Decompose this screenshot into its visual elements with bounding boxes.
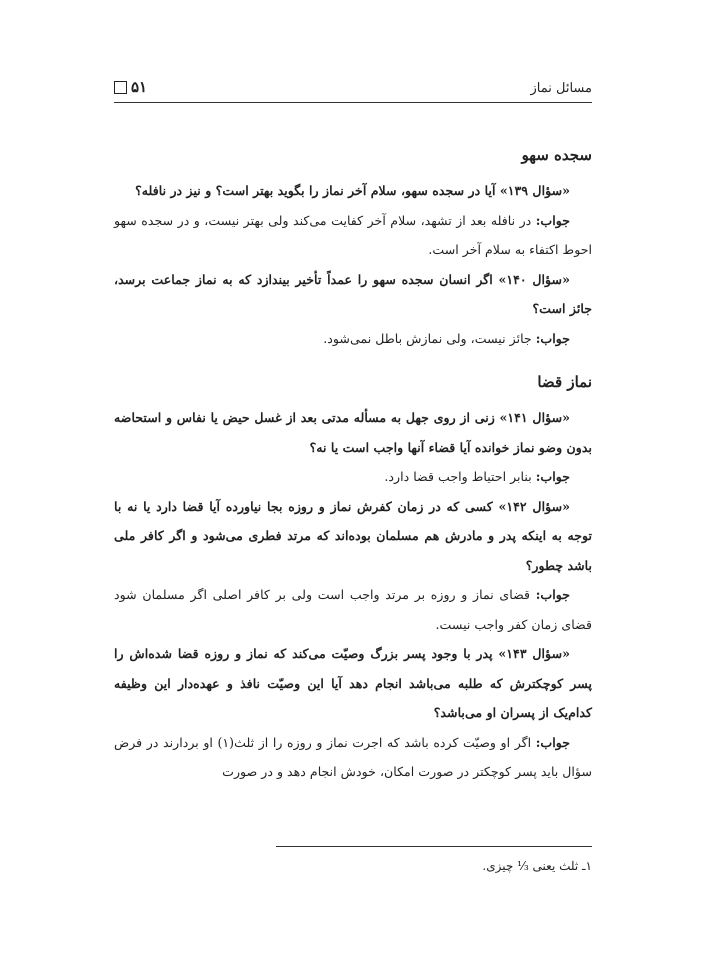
paragraph-text: «سؤال ۱۴۱» زنی از روی جهل به مسأله مدتی بعد از غسل حیض یا نفاس و استحاضه بدون وضو نماز خوانده آیا قضاء آنها واجب است یا نه؟ — [114, 410, 592, 455]
square-ornament-icon — [114, 81, 127, 94]
question-paragraph — [114, 639, 592, 728]
answer-label: جواب: — [535, 330, 570, 346]
answer-label: جواب: — [535, 469, 570, 484]
paragraph-text: «سؤال ۱۴۲» کسی که در زمان کفرش نماز و روزه بجا نیاورده آیا قضا دارد یا نه با توجه به اینکه پدر و مادرش هم مسلمان بوده‌اند که مرتد فطری می‌شود و اگر کافر ملی باشد چطور؟ — [114, 498, 592, 573]
answer-paragraph — [114, 728, 592, 787]
answer-paragraph — [114, 324, 592, 354]
paragraph-text: در نافله بعد از تشهد، سلام آخر کفایت می‌کند ولی بهتر نیست، و در سجده سهو احوط اکتفاء به سلام آخر است. — [114, 212, 592, 257]
header-divider — [114, 102, 592, 103]
page-body — [114, 140, 592, 787]
paragraph-text: قضای نماز و روزه بر مرتد واجب است ولی بر کافر اصلی اگر مسلمان شود قضای زمان کفر واجب نیست. — [114, 587, 592, 632]
paragraph-text: اگر او وصیّت کرده باشد که اجرت نماز و روزه را از ثلث(۱) او بردارند در فرض سؤال باید پسر کوچکتر در صورت امکان، خودش انجام دهد و در صورت — [114, 734, 592, 779]
page-number — [114, 78, 147, 96]
question-paragraph — [114, 265, 592, 324]
running-title: مسائل نماز — [530, 81, 592, 96]
answer-paragraph — [114, 580, 592, 639]
section-title: سجده سهو — [521, 146, 592, 164]
question-paragraph — [114, 492, 592, 581]
answer-label: جواب: — [535, 587, 570, 602]
paragraph-text: جائز نیست، ولی نمازش باطل نمی‌شود. — [323, 330, 536, 346]
question-paragraph — [114, 403, 592, 462]
paragraph-text: «سؤال ۱۴۰» اگر انسان سجده سهو را عمداً تأخیر بیندازد که به نماز جماعت برسد، جائز است؟ — [114, 271, 592, 316]
answer-label: جواب: — [535, 212, 570, 228]
paragraph-text: «سؤال ۱۳۹» آیا در سجده سهو، سلام آخر نماز را بگوید بهتر است؟ و نیز در نافله؟ — [135, 183, 570, 198]
footnote: ۱ـ ثلث یعنی ⅓ چیزی. — [482, 859, 592, 873]
answer-paragraph — [114, 206, 592, 265]
answer-paragraph — [114, 462, 592, 492]
question-paragraph — [114, 176, 592, 206]
footnote-divider — [276, 846, 592, 847]
section-title: نماز قضا — [537, 373, 592, 391]
answer-label: جواب: — [535, 734, 571, 750]
paragraph-text: «سؤال ۱۴۳» پدر با وجود پسر بزرگ وصیّت می‌کند که نماز و روزه قضا شده‌اش را پسر کوچکترش که طلبه می‌باشد انجام دهد آیا این وصیّت نافذ و عهده‌دار این وظیفه کدام‌یک از پسران او می‌باشد؟ — [114, 646, 592, 720]
page-number-text: ۵۱ — [131, 78, 148, 96]
paragraph-text: بنابر احتیاط واجب قضا دارد. — [384, 469, 536, 484]
page-header — [114, 78, 592, 102]
